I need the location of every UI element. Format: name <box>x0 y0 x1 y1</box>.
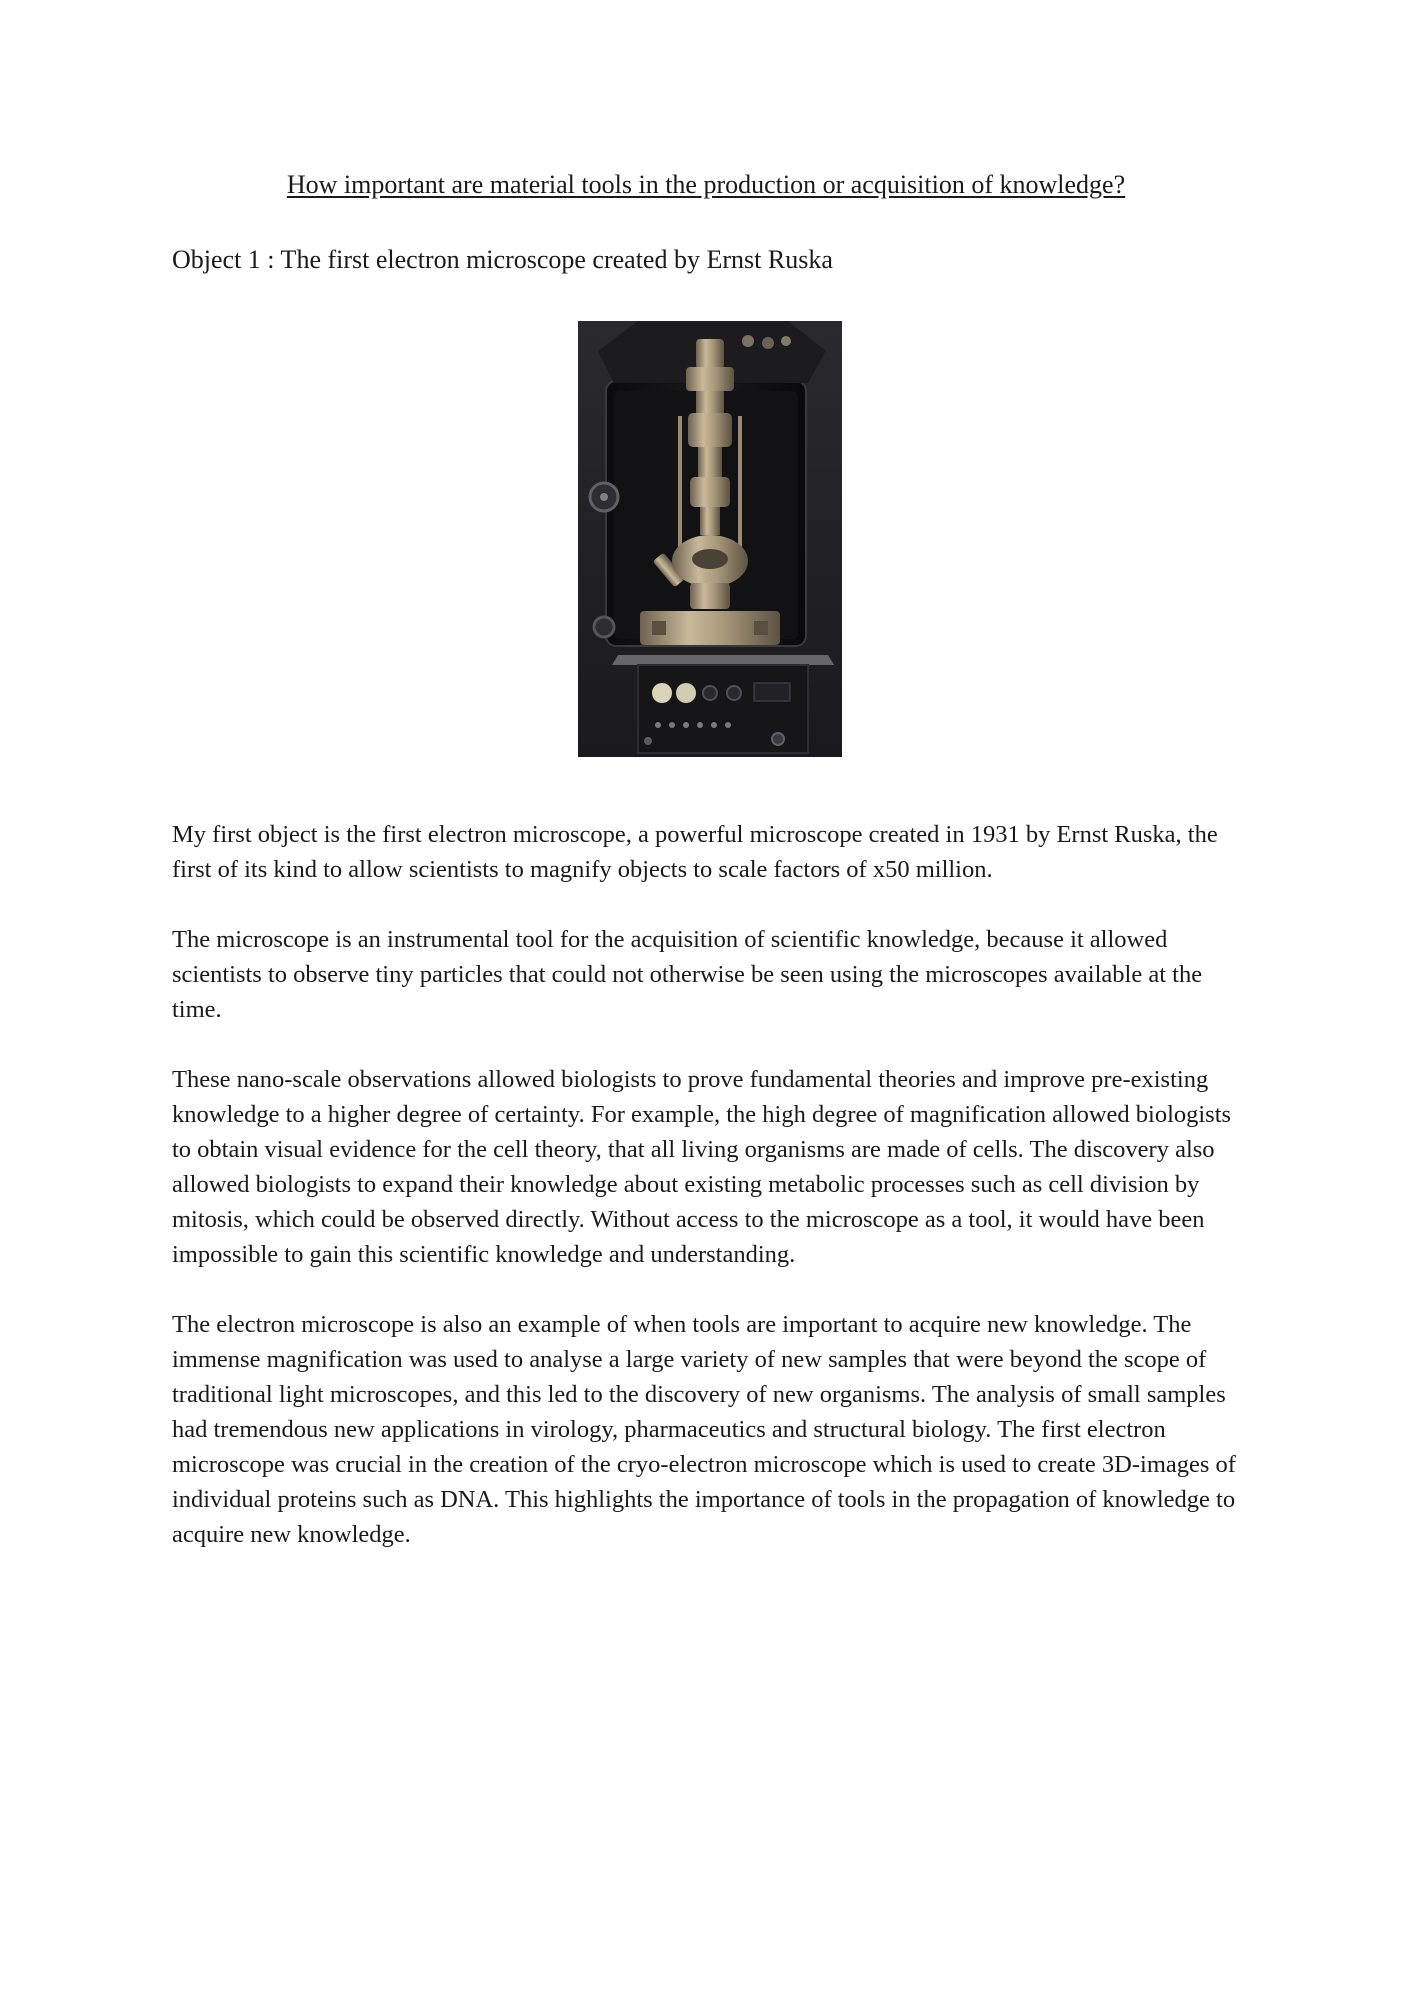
electron-microscope-photo <box>578 321 842 757</box>
object-heading: Object 1 : The first electron microscope created by Ernst Ruska <box>172 245 833 274</box>
page-title: How important are material tools in the production or acquisition of knowledge? <box>286 170 1126 199</box>
paragraph-1: My first object is the first electron microscope, a powerful microscope created in 1931 by Ernst Ruska, the first of its kind to allow scientists to magnify objects to scale factors of x50 million. <box>172 821 1218 883</box>
paragraph-4: The electron microscope is also an example of when tools are important to acquire new knowledge. The immense magnification was used to analyse a large variety of new samples that were beyond the scope of traditional light microscopes, and this led to the discovery of new organisms. The analysis of small samples had tremendous new applications in virology, pharmaceutics and structural biology. The first electron microscope was crucial in the creation of the cryo-electron microscope which is used to create 3D-images of individual proteins such as DNA. This highlights the importance of tools in the propagation of knowledge to acquire new knowledge. <box>172 1311 1236 1548</box>
paragraph-3: These nano-scale observations allowed biologists to prove fundamental theories and improve pre-existing knowledge to a higher degree of certainty. For example, the high degree of magnification allowed biologists to obtain visual evidence for the cell theory, that all living organisms are made of cells. The discovery also allowed biologists to expand their knowledge about existing metabolic processes such as cell division by mitosis, which could be observed directly. Without access to the microscope as a tool, it would have been impossible to gain this scientific knowledge and understanding. <box>172 1066 1232 1268</box>
paragraph-2: The microscope is an instrumental tool for the acquisition of scientific knowledge, because it allowed scientists to observe tiny particles that could not otherwise be seen using the microscopes available at the time. <box>172 926 1203 1023</box>
electron-microscope-icon <box>578 321 842 757</box>
body-text <box>172 817 1252 1587</box>
